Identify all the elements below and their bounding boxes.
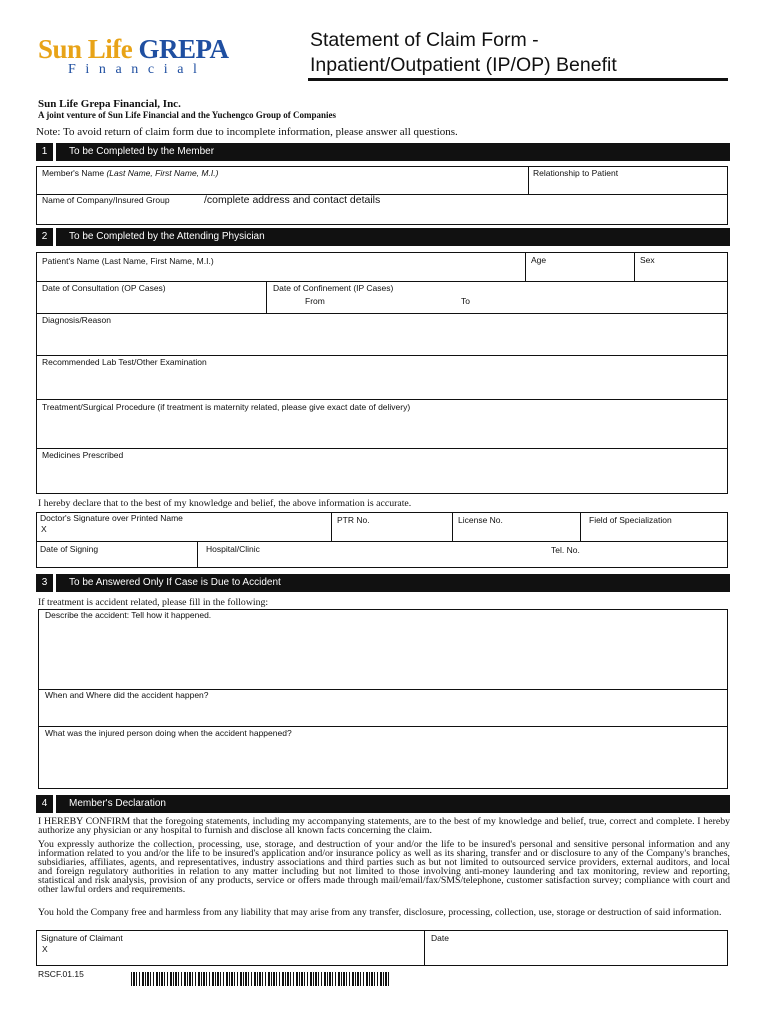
diagnosis-field[interactable]: Diagnosis/Reason: [42, 315, 111, 325]
company-tagline: A joint venture of Sun Life Financial and the Yuchengco Group of Companies: [38, 110, 337, 120]
divider: [36, 313, 728, 314]
lab-test-field[interactable]: Recommended Lab Test/Other Examination: [42, 357, 207, 367]
license-field[interactable]: License No.: [458, 515, 503, 525]
section-4-title: Member's Declaration: [69, 798, 166, 809]
medicines-field[interactable]: Medicines Prescribed: [42, 450, 124, 460]
doctor-signature-x-mark: X: [41, 524, 47, 534]
divider: [525, 252, 526, 281]
tel-field[interactable]: Tel. No.: [551, 545, 580, 555]
form-title-line2: Inpatient/Outpatient (IP/OP) Benefit: [310, 54, 617, 76]
confinement-to-label: To: [461, 296, 470, 306]
claimant-signature-x-mark: X: [42, 944, 48, 954]
logo-brand-main: Sun Life: [38, 34, 133, 64]
barcode: [131, 972, 391, 986]
section-2-header: [36, 228, 730, 246]
divider: [36, 541, 728, 542]
member-name-label: Member's Name: [42, 168, 105, 178]
signing-date-field[interactable]: Date of Signing: [40, 544, 99, 554]
form-code: RSCF.01.15: [38, 969, 84, 979]
claimant-date-field[interactable]: Date: [431, 933, 449, 943]
company-name: Sun Life Grepa Financial, Inc.: [38, 98, 181, 110]
claimant-signature-field[interactable]: Signature of Claimant: [41, 933, 123, 943]
divider: [266, 281, 267, 313]
patient-name-field[interactable]: Patient's Name (Last Name, First Name, M.I.): [42, 256, 214, 266]
accident-intro: If treatment is accident related, please fill in the following:: [38, 597, 269, 608]
declaration-paragraph-1: I HEREBY CONFIRM that the foregoing statements, including my accompanying statements, are to the best of my knowledge and belief, true, correct and complete. I hereby authorize any physician or any hospital to furnish and disclose all known facts concerning the claim.: [38, 816, 730, 836]
company-field-value: /complete address and contact details: [204, 194, 381, 206]
ptr-field[interactable]: PTR No.: [337, 515, 370, 525]
divider: [197, 541, 198, 568]
confinement-date-field[interactable]: Date of Confinement (IP Cases): [273, 283, 394, 293]
doctor-signature-field[interactable]: Doctor's Signature over Printed Name: [40, 513, 183, 523]
logo-brand-accent: GREPA: [138, 34, 229, 64]
divider: [36, 399, 728, 400]
specialization-field[interactable]: Field of Specialization: [589, 515, 672, 525]
divider: [36, 281, 728, 282]
section-1-number: 1: [36, 143, 56, 161]
section-1-title: To be Completed by the Member: [69, 146, 215, 157]
divider: [424, 930, 425, 966]
declaration-paragraph-2: You expressly authorize the collection, processing, use, storage, and destruction of your and/or the life to be insured's personal and sensitive personal information and any information related to you and/or the life to be insured's application and/or insurance policy as well as its sharing, transfer and or disclosure to any of the Company's branches, subsidiaries, affiliates, agents, and representatives, industry associations and third parties such as but not limited to outsourced service providers, external auditors, and local and foreign regulatory authorities in relation to any matter including but not limited to those involving anti-money laundering and tax monitoring, review and reporting, statistical and risk analysis, provision of any products, service or offers made through mail/email/fax/SMS/telephone, customer satisfaction survey; compliance with court and other lawful orders and requirements.: [38, 839, 730, 895]
treatment-field[interactable]: Treatment/Surgical Procedure (if treatment is maternity related, please give exact date of delivery): [42, 402, 411, 412]
divider: [36, 355, 728, 356]
divider: [528, 166, 529, 194]
divider: [452, 512, 453, 541]
company-field[interactable]: Name of Company/Insured Group: [42, 195, 170, 205]
divider: [580, 512, 581, 541]
consultation-date-field[interactable]: Date of Consultation (OP Cases): [42, 283, 166, 293]
member-name-field[interactable]: [42, 168, 218, 178]
member-name-hint: (Last Name, First Name, M.I.): [106, 168, 219, 178]
divider: [634, 252, 635, 281]
accident-when-where-field[interactable]: When and Where did the accident happen?: [45, 690, 209, 700]
relationship-field[interactable]: Relationship to Patient: [533, 168, 619, 178]
section-3-title: To be Answered Only If Case is Due to Accident: [69, 577, 281, 588]
divider: [36, 448, 728, 449]
confinement-from-label: From: [305, 296, 325, 306]
claimant-signature-box: [36, 930, 728, 966]
title-rule: [308, 78, 728, 81]
divider: [331, 512, 332, 541]
section-3-number: 3: [36, 574, 56, 592]
accident-description-field[interactable]: Describe the accident: Tell how it happened.: [45, 610, 212, 620]
physician-declaration: I hereby declare that to the best of my knowledge and belief, the above information is accurate.: [38, 498, 412, 509]
divider: [38, 726, 728, 727]
injured-activity-field[interactable]: What was the injured person doing when the accident happened?: [45, 728, 292, 738]
form-title-line1: Statement of Claim Form -: [310, 29, 539, 51]
section-4-header: [36, 795, 730, 813]
age-field[interactable]: Age: [531, 255, 547, 265]
form-note: Note: To avoid return of claim form due to incomplete information, please answer all questions.: [36, 126, 458, 138]
hospital-field[interactable]: Hospital/Clinic: [206, 544, 260, 554]
section-3-header: [36, 574, 730, 592]
company-logo: [38, 34, 229, 65]
logo-subtitle: Financial: [68, 62, 207, 77]
section-1-header: [36, 143, 730, 161]
declaration-paragraph-3: You hold the Company free and harmless from any liability that may arise from any transfer, disclosure, processing, collection, use, storage or destruction of said information.: [38, 907, 722, 918]
section-4-number: 4: [36, 795, 56, 813]
sex-field[interactable]: Sex: [640, 255, 655, 265]
section-2-title: To be Completed by the Attending Physician: [69, 231, 265, 242]
section-2-number: 2: [36, 228, 56, 246]
